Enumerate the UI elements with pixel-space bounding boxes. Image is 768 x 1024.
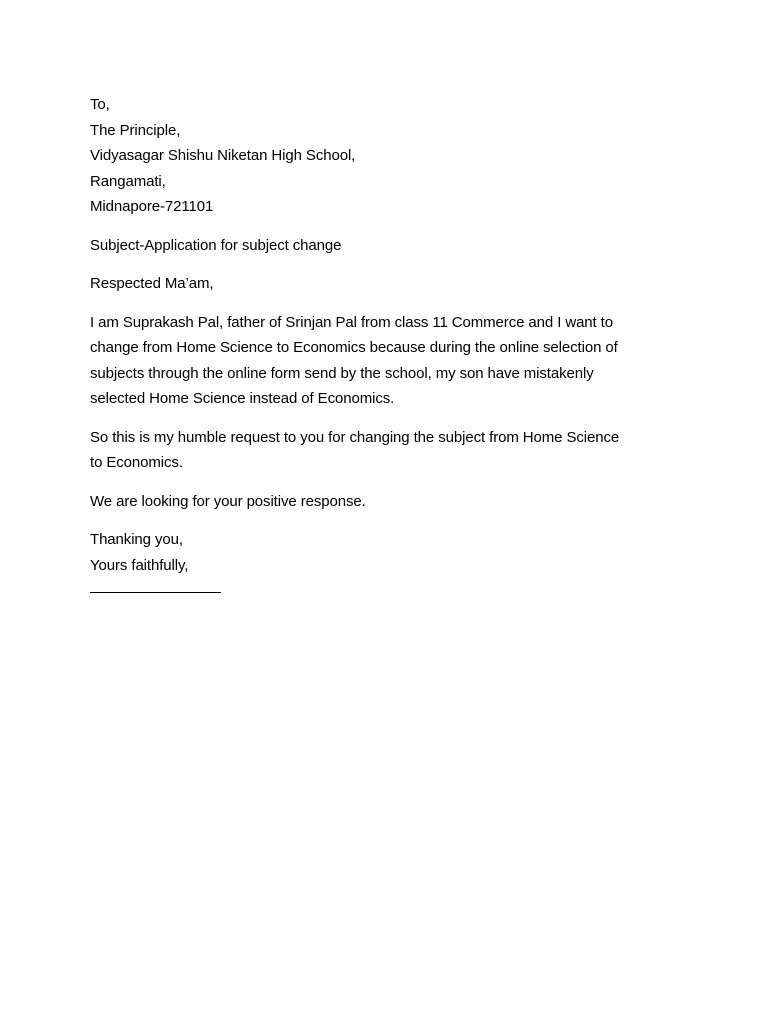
closing-block — [90, 527, 690, 593]
body-line: subjects through the online form send by the school, my son have mistakenly — [90, 364, 594, 382]
subject-line: Subject-Application for subject change — [90, 236, 342, 254]
salutation-block — [90, 271, 690, 297]
closing-thanks: Thanking you, — [90, 531, 183, 548]
body-line: So this is my humble request to you for changing the subject from Home Science — [90, 428, 620, 446]
address-line: To, — [90, 96, 110, 113]
body-line: to Economics. — [90, 454, 183, 471]
address-line: Rangamati, — [90, 172, 166, 190]
body-line: We are looking for your positive response. — [90, 492, 366, 510]
subject-line-block — [90, 233, 690, 259]
address-line: Midnapore-721101 — [90, 198, 214, 215]
body-line: I am Suprakash Pal, father of Srinjan Pal from class 11 Commerce and I want to — [90, 313, 613, 331]
signature-line — [90, 578, 221, 593]
address-line: The Principle, — [90, 121, 181, 139]
recipient-address — [90, 92, 690, 220]
body-paragraph-3 — [90, 489, 690, 515]
closing-sign-off: Yours faithfully, — [90, 556, 189, 574]
address-line: Vidyasagar Shishu Niketan High School, — [90, 147, 356, 164]
letter-content — [90, 92, 690, 593]
body-paragraph-2 — [90, 425, 690, 476]
body-paragraph-1 — [90, 310, 690, 412]
body-line: change from Home Science to Economics because during the online selection of — [90, 339, 618, 356]
salutation: Respected Ma’am, — [90, 275, 214, 292]
body-line: selected Home Science instead of Economics. — [90, 390, 395, 407]
